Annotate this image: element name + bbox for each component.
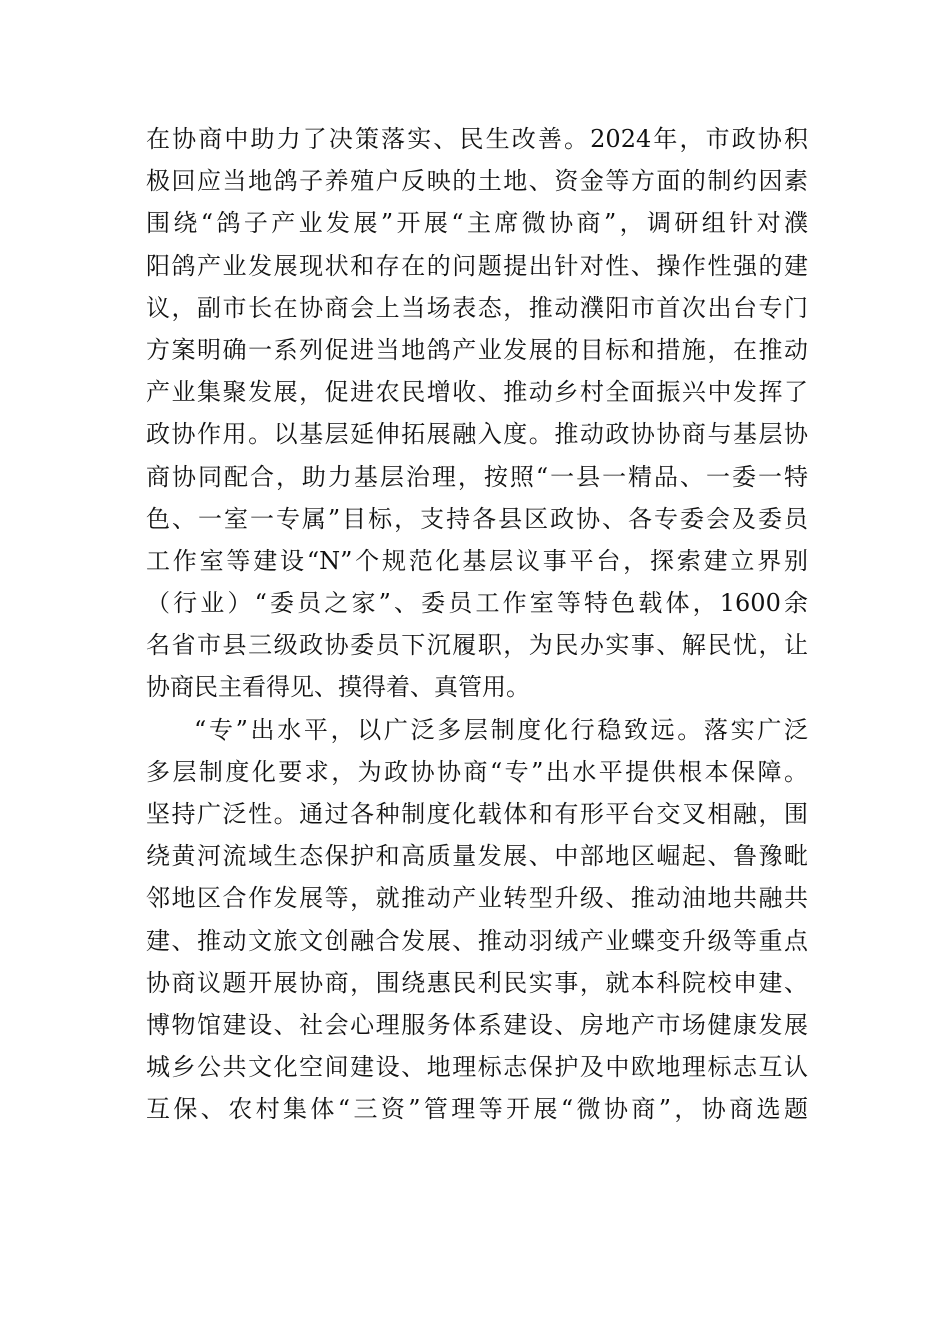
text-line: 建、推动文旅文创融合发展、推动羽绒产业蝶变升级等重点 — [146, 926, 808, 955]
text-line: 协商议题开展协商，围绕惠民利民实事，就本科院校申建、 — [146, 968, 808, 997]
text-line: 多层制度化要求，为政协协商“专”出水平提供根本保障。 — [146, 757, 808, 786]
text-line: 工作室等建设“N”个规范化基层议事平台，探索建立界别 — [146, 546, 808, 575]
text-line: （行业）“委员之家”、委员工作室等特色载体，1600余 — [146, 589, 808, 618]
paragraph-start-line: “专”出水平，以广泛多层制度化行稳致远。落实广泛 — [194, 715, 808, 744]
text-line: 色、一室一专属”目标，支持各县区政协、各专委会及委员 — [146, 504, 808, 533]
text-line: 极回应当地鸽子养殖户反映的土地、资金等方面的制约因素 — [146, 167, 808, 196]
text-line: 议，副市长在协商会上当场表态，推动濮阳市首次出台专门 — [146, 293, 808, 322]
text-line: 邻地区合作发展等，就推动产业转型升级、推动油地共融共 — [146, 884, 808, 913]
document-body — [146, 118, 808, 1131]
text-line: 商协同配合，助力基层治理，按照“一县一精品、一委一特 — [146, 462, 808, 491]
text-line: 阳鸽产业发展现状和存在的问题提出针对性、操作性强的建 — [146, 251, 808, 280]
text-line: 博物馆建设、社会心理服务体系建设、房地产市场健康发展 — [146, 1010, 808, 1039]
text-line: 在协商中助力了决策落实、民生改善。2024年，市政协积 — [146, 125, 808, 153]
text-line: 政协作用。以基层延伸拓展融入度。推动政协协商与基层协 — [146, 420, 808, 449]
text-line: 产业集聚发展，促进农民增收、推动乡村全面振兴中发挥了 — [146, 378, 808, 407]
text-line: 坚持广泛性。通过各种制度化载体和有形平台交叉相融，围 — [146, 800, 808, 828]
text-line: 方案明确一系列促进当地鸽产业发展的目标和措施，在推动 — [146, 335, 808, 364]
text-line: 城乡公共文化空间建设、地理标志保护及中欧地理标志互认 — [146, 1053, 808, 1082]
text-line: 绕黄河流域生态保护和高质量发展、中部地区崛起、鲁豫毗 — [146, 842, 808, 871]
text-line: 围绕“鸽子产业发展”开展“主席微协商”，调研组针对濮 — [146, 209, 808, 238]
text-line: 名省市县三级政协委员下沉履职，为民办实事、解民忧，让 — [146, 631, 808, 660]
text-line: 互保、农村集体“三资”管理等开展“微协商”，协商选题 — [146, 1095, 808, 1124]
paragraph-end-line: 协商民主看得见、摸得着、真管用。 — [146, 673, 530, 702]
